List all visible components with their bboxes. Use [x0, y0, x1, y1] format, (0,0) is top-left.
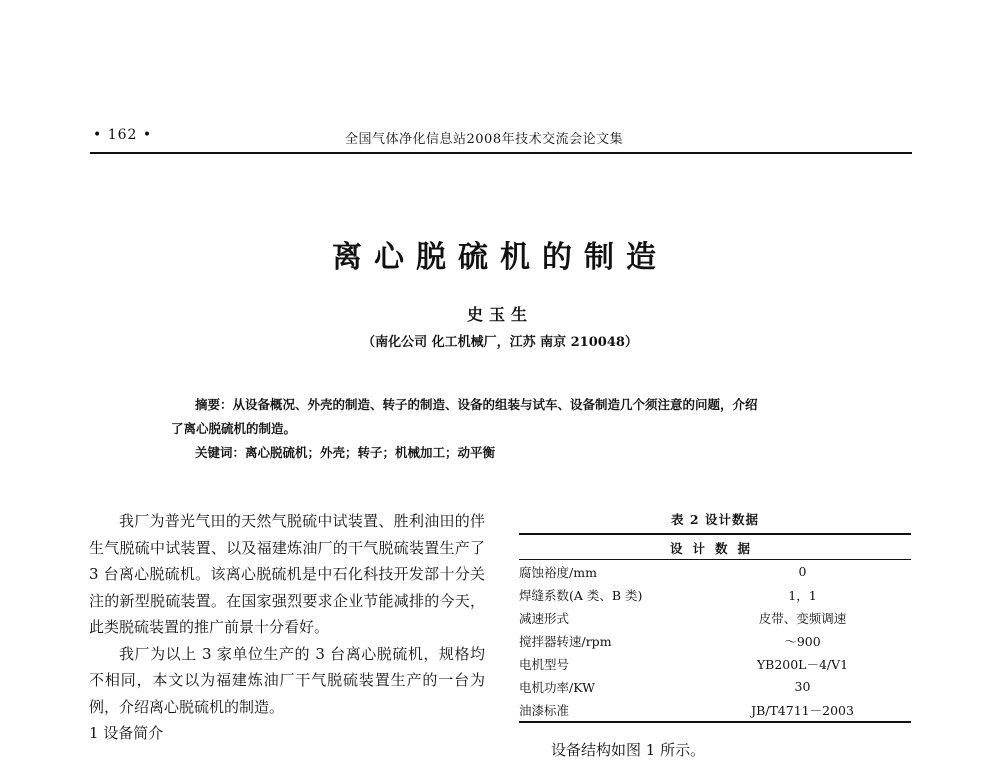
header-rule — [90, 152, 912, 154]
table-cell-key: 电机功率/KW — [519, 679, 595, 695]
figure-reference-text: 设备结构如图 1 所示。 — [551, 741, 706, 759]
abstract-line-2: 了离心脱硫机的制造。 — [171, 421, 297, 436]
article-author: 史玉生 — [466, 305, 533, 324]
table-row — [519, 629, 911, 652]
table-row — [519, 560, 911, 584]
table-row — [519, 583, 911, 606]
table-cell-key: 腐蚀裕度/mm — [519, 564, 597, 580]
author-affiliation: （南化公司 化工机械厂，江苏 南京 210048） — [362, 335, 638, 350]
abstract-block — [171, 393, 851, 465]
table-cell-value: 0 — [798, 564, 807, 579]
table-cell-key: 油漆标准 — [519, 698, 694, 722]
table-cell-value: JB/T4711－2003 — [694, 698, 911, 722]
table-row — [519, 698, 911, 722]
table-cell-key: 搅拌器转速/rpm — [519, 633, 612, 649]
left-column — [89, 508, 485, 747]
journal-header: 全国气体净化信息站2008年技术交流会论文集 — [345, 132, 624, 147]
table-cell-value: ～900 — [784, 633, 821, 649]
body-paragraph: 我厂为以上 3 家单位生产的 3 台离心脱硫机，规格均不相同，本文以为福建炼油厂干气脱硫装置生产的一台为例，介绍离心脱硫机的制造。 — [89, 644, 485, 716]
table-row — [519, 606, 911, 629]
table-cell-key: 电机型号 — [519, 656, 570, 672]
table-cell-value: 30 — [794, 679, 811, 694]
page-number: • 162 • — [93, 127, 153, 143]
table-cell-key: 焊缝系数(A 类、B 类) — [519, 587, 643, 603]
keywords: 关键词：离心脱硫机；外壳；转子；机械加工；动平衡 — [195, 445, 496, 460]
table-cell-value: 1，1 — [788, 587, 817, 603]
table-cell-value: 皮带、变频调速 — [758, 610, 847, 626]
table-cell-key: 减速形式 — [519, 610, 570, 626]
section-heading: 1 设备简介 — [89, 724, 164, 742]
table-row — [519, 675, 911, 698]
table-caption: 表 2 设计数据 — [671, 512, 759, 527]
article-title: 离心脱硫机的制造 — [332, 240, 668, 275]
abstract-line-1: 摘要：从设备概况、外壳的制造、转子的制造、设备的组装与试车、设备制造几个须注意的问题，介绍 — [195, 397, 758, 412]
table-cell-value: YB200L－4/V1 — [756, 656, 849, 672]
body-paragraph: 我厂为普光气田的天然气脱硫中试装置、胜利油田的伴生气脱硫中试装置、以及福建炼油厂的干气脱硫装置生产了 3 台离心脱硫机。该离心脱硫机是中石化科技开发部十分关注的新型脱硫装置。在国家强烈要求企业节能减排的今天，此类脱硫装置的推广前景十分看好。 — [89, 512, 485, 636]
table-row — [519, 652, 911, 675]
table-header: 设计数据 — [519, 535, 911, 560]
design-data-table — [519, 533, 911, 723]
